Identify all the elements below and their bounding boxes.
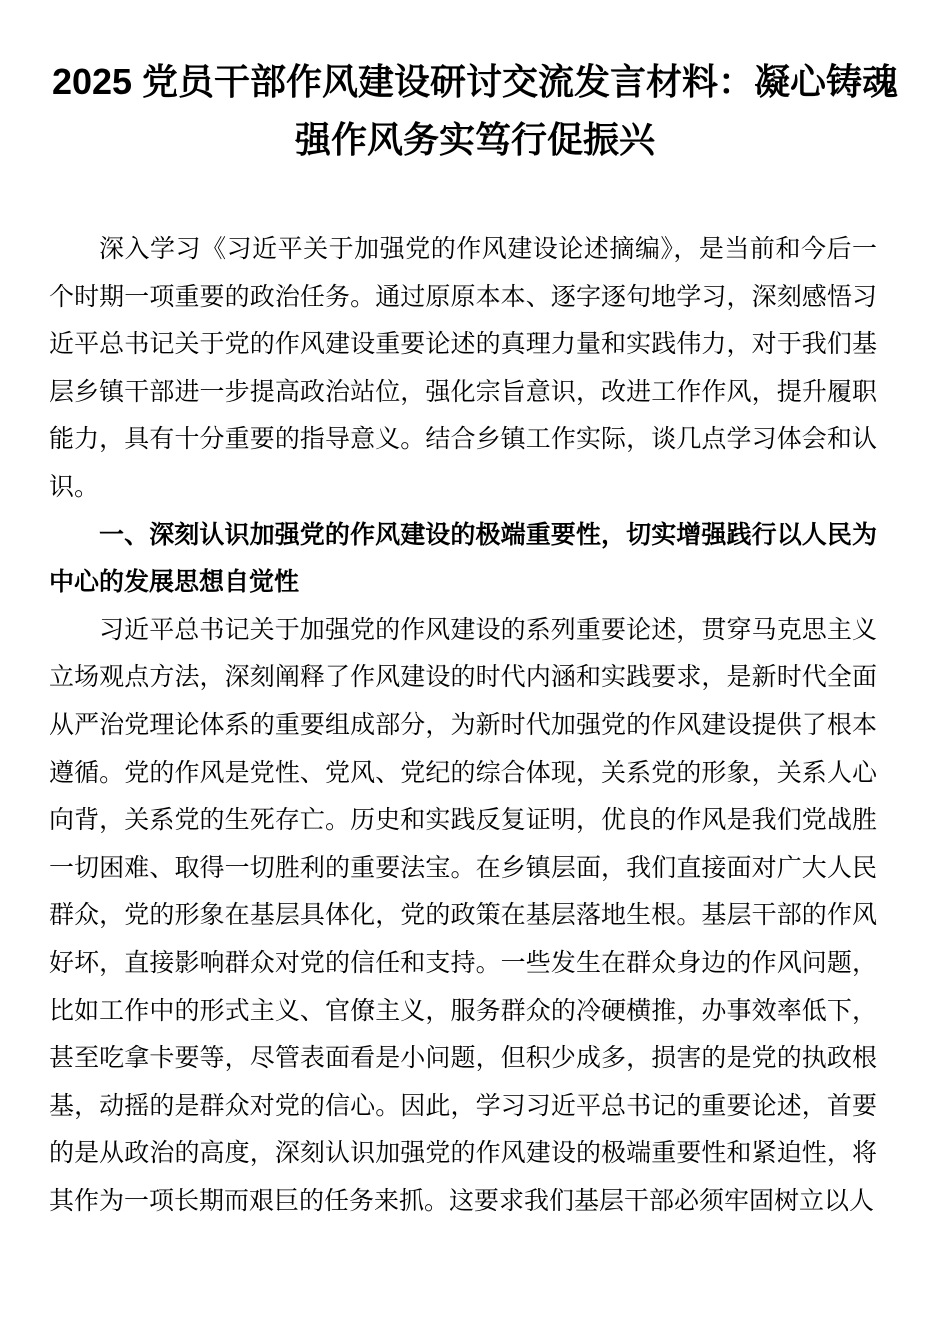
- section-heading: 一、深刻认识加强党的作风建设的极端重要性，切实增强践行以人民为中心的发展思想自觉性: [49, 520, 877, 597]
- document-title-line: 强作风务实笃行促振兴: [294, 119, 655, 160]
- paragraph: 习近平总书记关于加强党的作风建设的系列重要论述，贯穿马克思主义立场观点方法，深刻阐释了作风建设的时代内涵和实践要求，是新时代全面从严治党理论体系的重要组成部分，为新时代加强党的作风建设提供了根本遵循。党的作风是党性、党风、党纪的综合体现，关系党的形象，关系人心向背，关系党的生死存亡。历史和实践反复证明，优良的作风是我们党战胜一切困难、取得一切胜利的重要法宝。在乡镇层面，我们直接面对广大人民群众，党的形象在基层具体化，党的政策在基层落地生根。基层干部的作风好坏，直接影响群众对党的信任和支持。一些发生在群众身边的作风问题，比如工作中的形式主义、官僚主义，服务群众的冷硬横推，办事效率低下，甚至吃拿卡要等，尽管表面看是小问题，但积少成多，损害的是党的执政根基，动摇的是群众对党的信心。因此，学习习近平总书记的重要论述，首要的是从政治的高度，深刻认识加强党的作风建设的极端重要性和紧迫性，将其作为一项长期而艰巨的任务来抓。这要求我们基层干部必须牢固树立以人: [49, 615, 877, 1215]
- document-title-line: 2025 党员干部作风建设研讨交流发言材料：凝心铸魂: [51, 61, 899, 102]
- document-body: [49, 226, 877, 1225]
- paragraph: 深入学习《习近平关于加强党的作风建设论述摘编》，是当前和今后一个时期一项重要的政治任务。通过原原本本、逐字逐句地学习，深刻感悟习近平总书记关于党的作风建设重要论述的真理力量和实践伟力，对于我们基层乡镇干部进一步提高政治站位，强化宗旨意识，改进工作作风，提升履职能力，具有十分重要的指导意义。结合乡镇工作实际，谈几点学习体会和认识。: [49, 235, 877, 501]
- document-title: [0, 53, 950, 169]
